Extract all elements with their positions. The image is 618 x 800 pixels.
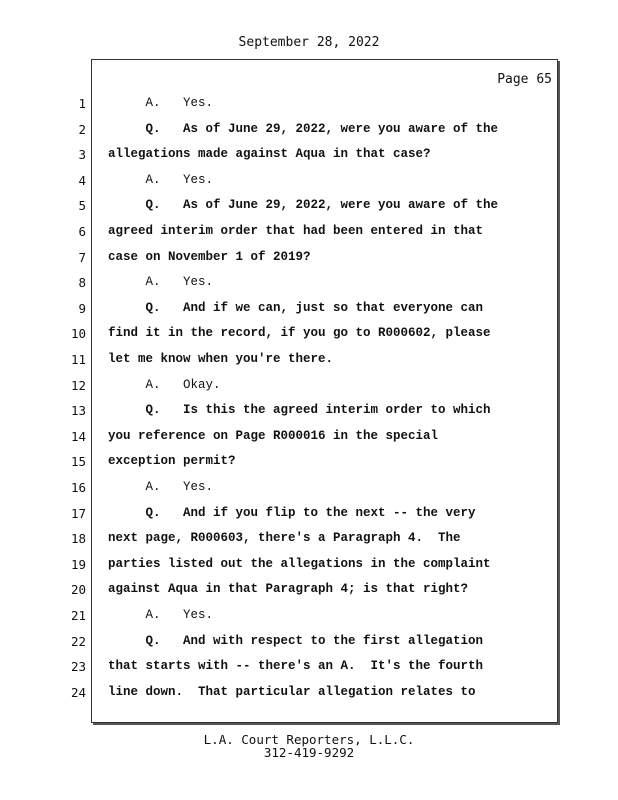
transcript-line: exception permit?	[108, 454, 236, 468]
transcript-line: A. Okay.	[108, 378, 221, 392]
transcript-line: line down. That particular allegation relates to	[108, 685, 476, 699]
transcript-line: allegations made against Aqua in that case?	[108, 147, 431, 161]
line-number: 22	[70, 634, 86, 649]
line-number: 20	[70, 582, 86, 597]
transcript-line: that starts with -- there's an A. It's the fourth	[108, 659, 484, 673]
transcript-line: A. Yes.	[108, 173, 214, 187]
transcript-line: parties listed out the allegations in the complaint	[108, 557, 491, 571]
line-number: 1	[78, 96, 86, 111]
footer	[0, 733, 618, 759]
line-number: 18	[70, 531, 86, 546]
line-number: 9	[78, 301, 86, 316]
footer-company: L.A. Court Reporters, L.L.C.	[203, 732, 415, 747]
line-number: 5	[78, 198, 86, 213]
transcript-line: A. Yes.	[108, 480, 214, 494]
line-number: 15	[70, 454, 86, 469]
transcript-line: Q. And if you flip to the next -- the very	[108, 506, 476, 520]
line-number: 8	[78, 275, 86, 290]
transcript-line: against Aqua in that Paragraph 4; is that right?	[108, 582, 469, 596]
line-number: 14	[70, 429, 86, 444]
line-number: 3	[78, 147, 86, 162]
line-number: 11	[70, 352, 86, 367]
transcript-line: Q. And if we can, just so that everyone can	[108, 301, 484, 315]
line-number: 17	[70, 506, 86, 521]
transcript-line: A. Yes.	[108, 96, 214, 110]
transcript-line: find it in the record, if you go to R000602, please	[108, 326, 491, 340]
transcript-line: let me know when you're there.	[108, 352, 334, 366]
transcript-line: you reference on Page R000016 in the special	[108, 429, 439, 443]
transcript-line: Q. And with respect to the first allegation	[108, 634, 484, 648]
transcript-line: Q. As of June 29, 2022, were you aware of the	[108, 198, 499, 212]
line-number: 16	[70, 480, 86, 495]
line-number: 24	[70, 685, 86, 700]
line-number: 13	[70, 403, 86, 418]
transcript-line: Q. As of June 29, 2022, were you aware of the	[108, 122, 499, 136]
line-number: 6	[78, 224, 86, 239]
line-number: 12	[70, 378, 86, 393]
header-date: September 28, 2022	[238, 35, 380, 50]
footer-phone: 312-419-9292	[263, 745, 355, 760]
line-number: 7	[78, 250, 86, 265]
line-number: 23	[70, 659, 86, 674]
line-number: 4	[78, 173, 86, 188]
transcript-line: Q. Is this the agreed interim order to which	[108, 403, 491, 417]
transcript-line: case on November 1 of 2019?	[108, 250, 311, 264]
transcript-line: A. Yes.	[108, 275, 214, 289]
line-number: 10	[70, 326, 86, 341]
transcript-line: A. Yes.	[108, 608, 214, 622]
transcript-line: agreed interim order that had been entered in that	[108, 224, 484, 238]
transcript-line: next page, R000603, there's a Paragraph 4. The	[108, 531, 461, 545]
page-number: Page 65	[497, 72, 552, 87]
line-number: 2	[78, 122, 86, 137]
line-number: 19	[70, 557, 86, 572]
line-number: 21	[70, 608, 86, 623]
